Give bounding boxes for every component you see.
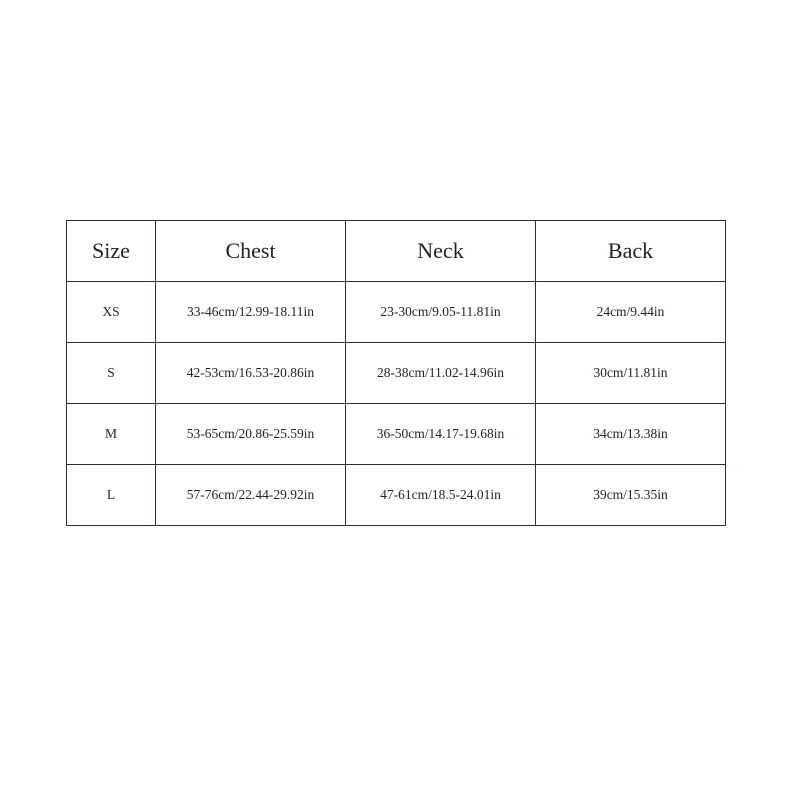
header-row (67, 221, 726, 282)
header-size: Size (67, 221, 156, 282)
table-row (67, 282, 726, 343)
back-cell: 39cm/15.35in (536, 465, 726, 526)
table-row (67, 343, 726, 404)
table-row (67, 404, 726, 465)
neck-cell: 28-38cm/11.02-14.96in (346, 343, 536, 404)
chest-cell: 53-65cm/20.86-25.59in (156, 404, 346, 465)
neck-cell: 47-61cm/18.5-24.01in (346, 465, 536, 526)
neck-cell: 23-30cm/9.05-11.81in (346, 282, 536, 343)
chest-cell: 57-76cm/22.44-29.92in (156, 465, 346, 526)
header-chest: Chest (156, 221, 346, 282)
back-cell: 34cm/13.38in (536, 404, 726, 465)
header-back: Back (536, 221, 726, 282)
back-cell: 30cm/11.81in (536, 343, 726, 404)
table-row (67, 465, 726, 526)
header-neck: Neck (346, 221, 536, 282)
back-cell: 24cm/9.44in (536, 282, 726, 343)
size-cell: S (67, 343, 156, 404)
neck-cell: 36-50cm/14.17-19.68in (346, 404, 536, 465)
size-chart-table (66, 220, 726, 526)
chest-cell: 42-53cm/16.53-20.86in (156, 343, 346, 404)
size-cell: L (67, 465, 156, 526)
size-cell: XS (67, 282, 156, 343)
chest-cell: 33-46cm/12.99-18.11in (156, 282, 346, 343)
size-cell: M (67, 404, 156, 465)
